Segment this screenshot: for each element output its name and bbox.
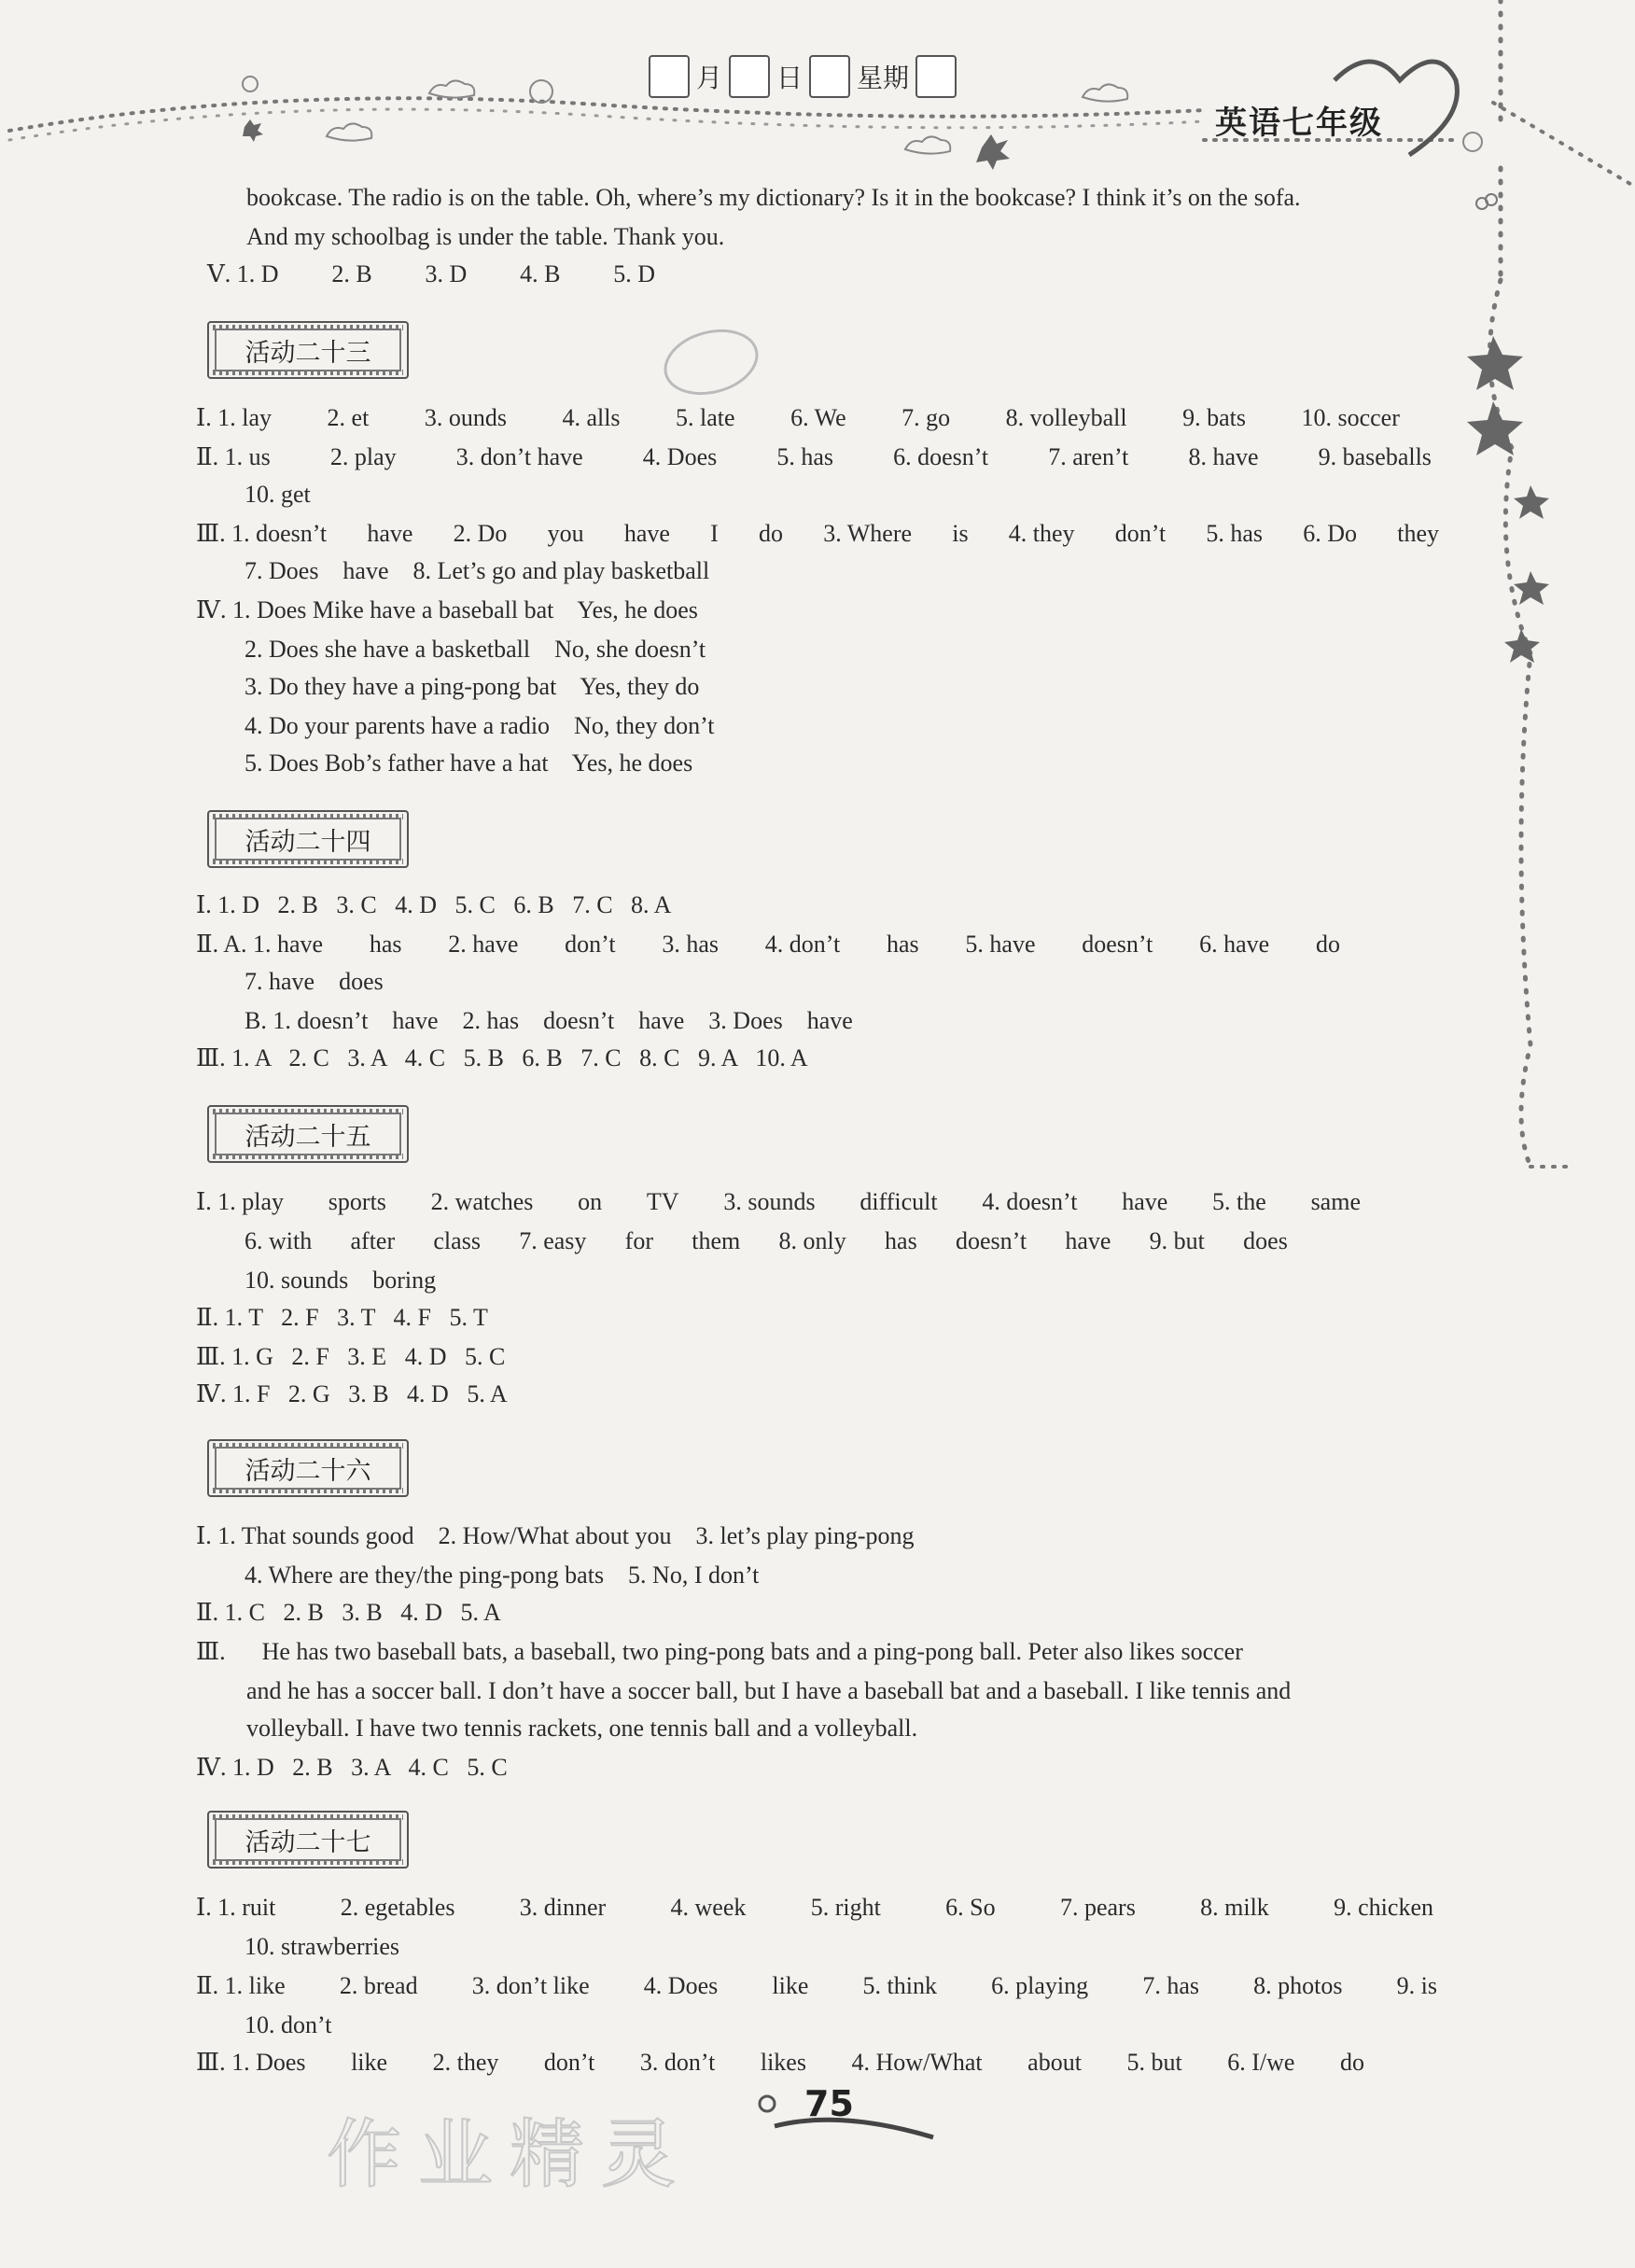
- month-label: 月: [696, 63, 723, 93]
- s25-line-3: 10. sounds boring: [245, 1267, 437, 1294]
- s23-line-10: 5. Does Bob’s father have a hat Yes, he does: [245, 749, 693, 777]
- date-box-left[interactable]: [649, 55, 690, 98]
- s26-line-3: Ⅱ. 1. C 2. B 3. B 4. D 5. A: [196, 1599, 501, 1626]
- grade-title: 英语七年级: [1215, 105, 1383, 142]
- s24-line-4: B. 1. doesn’t have 2. has doesn’t have 3. Does have: [245, 1007, 853, 1034]
- weekday-label: 星期: [857, 63, 910, 93]
- s23-line-1: Ⅰ. 1. lay 2. et 3. ounds 4. alls 5. late 6. We 7. go 8. volleyball 9. bats 10. soccer: [196, 404, 1400, 431]
- watermark: 作业精灵: [327, 2111, 692, 2198]
- s27-line-2: 10. strawberries: [245, 1933, 400, 1960]
- section-v-answers: Ⅴ. 1. D 2. B 3. D 4. B 5. D: [207, 260, 655, 287]
- s24-line-1: Ⅰ. 1. D 2. B 3. C 4. D 5. C 6. B 7. C 8. A: [196, 891, 672, 918]
- heart-icon: [1316, 52, 1465, 164]
- s24-line-3: 7. have does: [245, 968, 384, 995]
- s25-line-4: Ⅱ. 1. T 2. F 3. T 4. F 5. T: [196, 1304, 488, 1331]
- s27-line-3: Ⅱ. 1. like 2. bread 3. don’t like 4. Does like 5. think 6. playing 7. has 8. photos 9. is: [196, 1972, 1437, 1999]
- s26-line-7: Ⅳ. 1. D 2. B 3. A 4. C 5. C: [196, 1754, 508, 1781]
- s25-line-5: Ⅲ. 1. G 2. F 3. E 4. D 5. C: [196, 1343, 506, 1370]
- s23-line-9: 4. Do your parents have a radio No, they don’t: [245, 712, 715, 739]
- s26-line-4: Ⅲ. He has two baseball bats, a baseball, two ping-pong bats and a ping-pong ball. Peter also likes soccer: [196, 1638, 1243, 1665]
- s27-line-5: Ⅲ. 1. Does like 2. they don’t 3. don’t likes 4. How/What about 5. but 6. I/we do: [196, 2049, 1364, 2076]
- day-label: 日: [776, 63, 804, 93]
- s25-line-1: Ⅰ. 1. play sports 2. watches on TV 3. sounds difficult 4. doesn’t have 5. the same: [196, 1188, 1361, 1215]
- s23-line-6: Ⅳ. 1. Does Mike have a baseball bat Yes, he does: [196, 596, 698, 623]
- day-box[interactable]: [809, 55, 850, 98]
- section-title-23: 活动二十三: [207, 321, 409, 379]
- section-title-24: 活动二十四: [207, 810, 409, 868]
- s23-line-4: Ⅲ. 1. doesn’t have 2. Do you have I do 3. Where is 4. they don’t 5. has 6. Do they: [196, 520, 1439, 547]
- s26-line-2: 4. Where are they/the ping-pong bats 5. No, I don’t: [245, 1561, 760, 1589]
- section-title-27: 活动二十七: [207, 1811, 409, 1869]
- s23-line-2: Ⅱ. 1. us 2. play 3. don’t have 4. Does 5. has 6. doesn’t 7. aren’t 8. have 9. baseballs: [196, 443, 1432, 470]
- page-number: 75: [804, 2083, 854, 2124]
- s24-line-2: Ⅱ. A. 1. have has 2. have don’t 3. has 4. don’t has 5. have doesn’t 6. have do: [196, 931, 1340, 958]
- s23-line-8: 3. Do they have a ping-pong bat Yes, they do: [245, 673, 700, 700]
- intro-line-1: bookcase. The radio is on the table. Oh, where’s my dictionary? Is it in the bookcase? I think it’s on the sofa.: [246, 184, 1301, 211]
- stamp-mark: [655, 315, 767, 409]
- s26-line-1: Ⅰ. 1. That sounds good 2. How/What about you 3. let’s play ping-pong: [196, 1522, 915, 1549]
- s27-line-4: 10. don’t: [245, 2011, 332, 2038]
- s26-line-6: volleyball. I have two tennis rackets, one tennis ball and a volleyball.: [246, 1715, 918, 1742]
- date-selector: [646, 52, 959, 101]
- s27-line-1: Ⅰ. 1. ruit 2. egetables 3. dinner 4. week 5. right 6. So 7. pears 8. milk 9. chicken: [196, 1894, 1433, 1921]
- month-box[interactable]: [729, 55, 770, 98]
- weekday-box[interactable]: [915, 55, 957, 98]
- intro-line-2: And my schoolbag is under the table. Thank you.: [246, 223, 725, 250]
- s24-line-5: Ⅲ. 1. A 2. C 3. A 4. C 5. B 6. B 7. C 8. C 9. A 10. A: [196, 1044, 808, 1071]
- section-title-25: 活动二十五: [207, 1105, 409, 1163]
- s26-line-5: and he has a soccer ball. I don’t have a soccer ball, but I have a baseball bat and a baseball. I like tennis and: [246, 1677, 1292, 1704]
- s23-line-7: 2. Does she have a basketball No, she doesn’t: [245, 636, 706, 663]
- side-decoration: [1456, 0, 1635, 1213]
- s25-line-2: 6. with after class 7. easy for them 8. only has doesn’t have 9. but does: [245, 1227, 1288, 1254]
- s23-line-5: 7. Does have 8. Let’s go and play basketball: [245, 557, 710, 584]
- s23-line-3: 10. get: [245, 481, 311, 508]
- section-title-26: 活动二十六: [207, 1439, 409, 1497]
- s25-line-6: Ⅳ. 1. F 2. G 3. B 4. D 5. A: [196, 1380, 508, 1407]
